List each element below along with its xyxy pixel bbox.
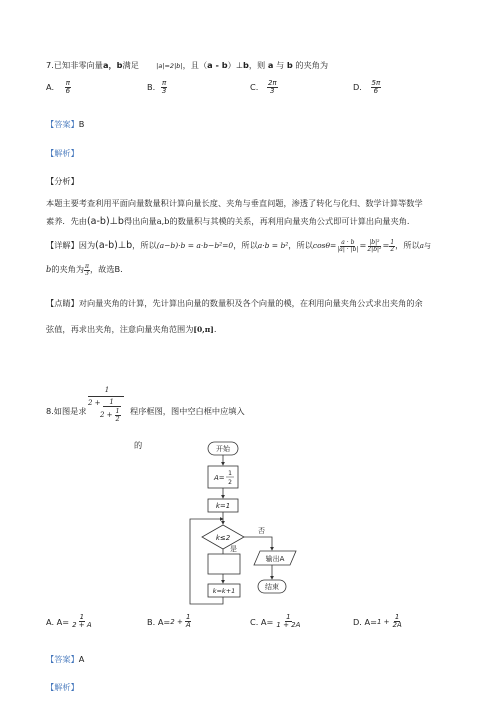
- q7-fenxi-line2: 素养．先由(a-b)⊥b得出向量a,b的数量积与其模的关系，再利用向量夹角公式即可计算出向量夹角.: [46, 216, 410, 227]
- flow-assign-text: A=: [214, 474, 225, 482]
- flow-blank-box: [208, 554, 240, 574]
- q8-option-b[interactable]: B. A= 2 + $\frac{1}{A}$: [147, 613, 191, 629]
- q7-analysis-tag: 【解析】: [46, 148, 79, 158]
- q7-answer: 【答案】B: [46, 119, 85, 129]
- q8-option-d-value: $\frac{1}{2A}$: [392, 613, 402, 629]
- q8-option-b-value: $\frac{1}{A}$: [185, 613, 191, 629]
- q7-detail-line1: 【详解】因为(a-b)⊥b，所以(a−b)·b = a·b−b²=0，所以a·b = b²，所以cosθ= $\frac{a \cdot b}{|a| \cdot |b|}$ = $\frac{\text{|b|²}}{\text{2|b|²}}$ = $\frac{1}{2}$ ，所以a与: [46, 238, 431, 253]
- flow-k1-text: k=1: [215, 502, 231, 510]
- flow-start-text: 开始: [216, 445, 230, 453]
- flow-yes-label: 是: [230, 545, 237, 553]
- q7-option-a[interactable]: A. $\frac{\pi}{6}$: [46, 79, 71, 95]
- q8-option-c[interactable]: C. A= $\frac{1}{1 + 2A}$: [250, 613, 301, 629]
- flow-condition-text: k≤2: [215, 534, 231, 542]
- q7-option-c[interactable]: C. $\frac{2\pi}{3}$: [250, 79, 277, 95]
- q8-option-a-value: $\frac{1}{2 + A}$: [72, 613, 92, 629]
- q7-stem: 7.已知非零向量a，b满足 |a|=2|b|，且（a - b）⊥b，则 a 与 b 的夹角为: [46, 60, 329, 70]
- q8-analysis-tag: 【解析】: [46, 682, 79, 692]
- q8-option-c-value: $\frac{1}{1 + 2A}$: [276, 613, 301, 629]
- q8-de: 的: [134, 440, 143, 450]
- q8-option-a[interactable]: A. A= $\frac{1}{2 + A}$: [46, 613, 92, 629]
- q7-condition-1: |a|=2|b|: [156, 62, 183, 70]
- q7-option-b[interactable]: B. $\frac{\pi}{3}$: [147, 79, 167, 95]
- q7-vectors: a，b: [102, 60, 123, 70]
- q7-option-d-value: $\frac{5\pi}{6}$: [371, 79, 381, 95]
- q7-option-c-value: $\frac{2\pi}{3}$: [267, 79, 277, 95]
- q7-option-a-value: $\frac{\pi}{6}$: [65, 79, 71, 95]
- q8-continued-fraction: 1 2 + 1 2 + $\frac{1}{2}$: [88, 386, 126, 422]
- flow-output-text: 输出A: [265, 555, 285, 563]
- q8-option-d[interactable]: D. A= 1 + $\frac{1}{2A}$: [353, 613, 402, 629]
- flow-no-label: 否: [258, 527, 265, 535]
- q7-option-b-value: $\frac{\pi}{3}$: [161, 79, 167, 95]
- q7-option-d[interactable]: D. $\frac{5\pi}{6}$: [353, 79, 381, 95]
- q7-dianjing-line2: 弦值，再求出夹角，注意向量夹角范围为[0,π].: [46, 324, 217, 334]
- q8-suffix: 程序框图，图中空白框中应填入: [130, 406, 245, 416]
- flow-end-text: 结束: [265, 583, 279, 591]
- q7-fenxi-line1: 本题主要考查利用平面向量数量积计算向量长度、夹角与垂直问题，渗透了转化与化归、数学计算等数学: [46, 198, 423, 208]
- q8-flowchart: [180, 440, 340, 612]
- q7-dianjing-line1: 【点睛】对向量夹角的计算，先计算出向量的数量积及各个向量的模，在利用向量夹角公式求出夹角的余: [46, 298, 423, 308]
- flow-increment-text: k=k+1: [212, 587, 236, 595]
- q8-prefix: 8.如图是求: [46, 406, 87, 416]
- svg-text:1: 1: [228, 470, 232, 477]
- svg-text:2: 2: [228, 479, 232, 486]
- q7-detail-line2: b的夹角为 $\frac{\pi}{3}$ ，故选B.: [46, 262, 123, 277]
- q7-fenxi-tag: 【分析】: [46, 176, 79, 186]
- q8-answer: 【答案】A: [46, 654, 85, 664]
